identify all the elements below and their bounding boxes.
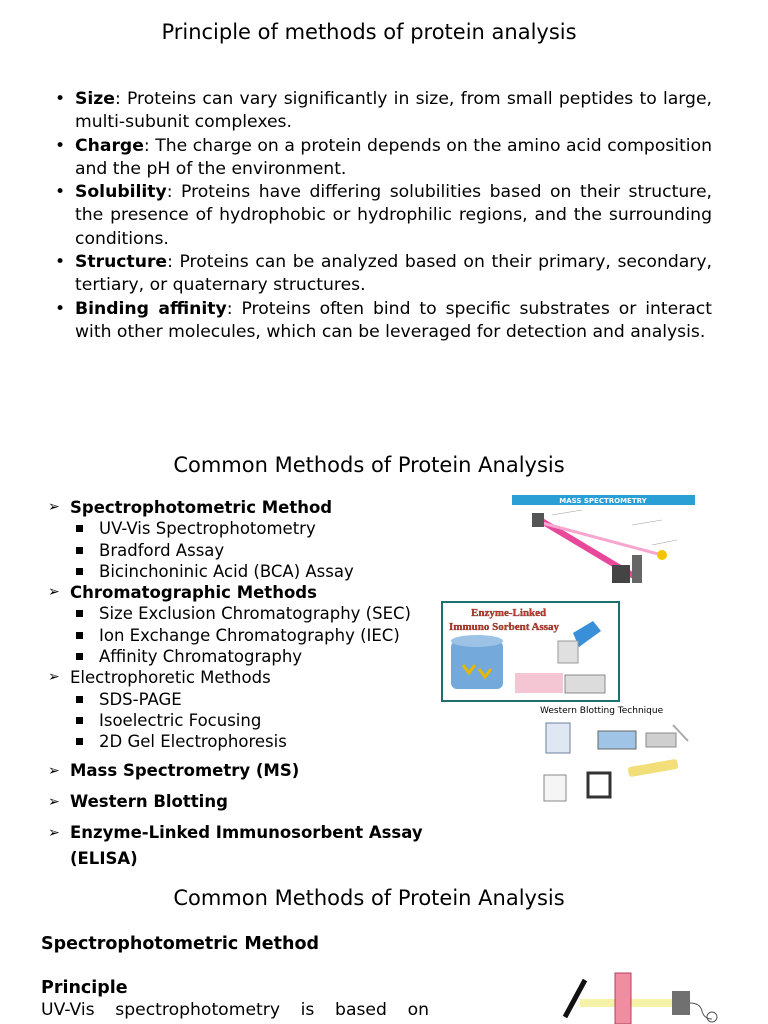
well-beaker (451, 641, 503, 689)
arrow-icon: ➢ (48, 762, 60, 779)
methods-list (48, 497, 488, 872)
square-bullet-icon (76, 568, 83, 575)
principles-list (52, 88, 712, 344)
method-electrophoretic: ➢ Electrophoretic Methods SDS-PAGE Isoelectric Focusing 2D Gel Electrophoresis (48, 667, 488, 752)
microplate (515, 673, 563, 693)
elisa-title-line2: Immuno Sorbent Assay (449, 621, 560, 633)
submethod-item: SDS-PAGE (70, 689, 488, 710)
transfer-apparatus (598, 731, 636, 749)
submethod-item: Affinity Chromatography (70, 646, 488, 667)
western-blotting-figure (528, 703, 698, 808)
well-top (451, 635, 503, 647)
mass-spec-figure-title: MASS SPECTROMETRY (559, 497, 647, 505)
sample-dot (657, 550, 667, 560)
label-leader (552, 510, 582, 515)
membrane-tray (646, 733, 676, 747)
uv-vis-figure (560, 965, 730, 1024)
principle-text: UV-Vis spectrophotometry is based on (41, 1000, 429, 1020)
section2-title: Common Methods of Protein Analysis (173, 453, 565, 477)
ion-beam-secondary (542, 523, 662, 555)
arrow-icon: ➢ (48, 584, 60, 601)
western-blot-figure-title: Western Blotting Technique (540, 706, 664, 716)
submethod-item: Bicinchoninic Acid (BCA) Assay (70, 561, 488, 582)
principle-item-solubility: • Solubility: Proteins have differing solubilities based on their structure, the presence of hydrophobic or hydrophilic regions, and the surrounding conditions. (55, 182, 712, 249)
detector-cable (690, 1003, 712, 1019)
spectrophotometric-heading: Spectrophotometric Method (41, 934, 320, 954)
magnet-block (612, 565, 630, 583)
film-frame (588, 773, 610, 797)
arrow-icon: ➢ (48, 793, 60, 810)
ion-source (532, 513, 544, 527)
detection-tube (628, 759, 679, 778)
readout-icon (707, 1012, 717, 1022)
square-bullet-icon (76, 653, 83, 660)
square-bullet-icon (76, 547, 83, 554)
submethod-item: Bradford Assay (70, 540, 488, 561)
plate-reader (565, 675, 605, 693)
method-mass-spectrometry: ➢ Mass Spectrometry (MS) (48, 758, 488, 784)
square-bullet-icon (76, 717, 83, 724)
arrow-icon: ➢ (48, 499, 60, 515)
section3-title: Common Methods of Protein Analysis (173, 886, 565, 910)
detector-block (632, 555, 642, 583)
label-leader (652, 540, 677, 545)
submethod-item: 2D Gel Electrophoresis (70, 731, 488, 752)
method-spectrophotometric: ➢ Spectrophotometric Method UV-Vis Spectrophotometry Bradford Assay Bicinchoninic Acid (BCA) Assay (48, 497, 488, 582)
principle-item-charge: • Charge: The charge on a protein depends on the amino acid composition and the pH of the environment. (55, 135, 712, 179)
elisa-figure (441, 601, 620, 702)
submethod-item: Size Exclusion Chromatography (SEC) (70, 603, 488, 624)
square-bullet-icon (76, 610, 83, 617)
square-bullet-icon (76, 632, 83, 639)
section1-title: Principle of methods of protein analysis (161, 20, 577, 44)
method-elisa: ➢ Enzyme-Linked Immunosorbent Assay (ELISA) (48, 820, 488, 872)
principle-heading: Principle (41, 978, 128, 998)
blot-sheet (544, 775, 566, 801)
method-western-blotting: ➢ Western Blotting (48, 789, 488, 815)
principle-item-binding-affinity: • Binding affinity: Proteins often bind to specific substrates or interact with other molecules, which can be leveraged for detection and analysis. (55, 298, 712, 342)
submethod-item: Ion Exchange Chromatography (IEC) (70, 625, 488, 646)
mass-spectrometry-figure (512, 495, 695, 595)
square-bullet-icon (76, 696, 83, 703)
square-bullet-icon (76, 738, 83, 745)
gel (546, 723, 570, 753)
square-bullet-icon (76, 525, 83, 532)
elisa-illustration (443, 603, 618, 700)
submethod-item: Isoelectric Focusing (70, 710, 488, 731)
principle-item-structure: • Structure: Proteins can be analyzed based on their primary, secondary, tertiary, or quaternary structures. (55, 252, 712, 296)
method-chromatographic: ➢ Chromatographic Methods Size Exclusion Chromatography (SEC) Ion Exchange Chromatography (IEC) Affinity Chromatography (48, 582, 488, 667)
arrow-icon: ➢ (48, 669, 60, 686)
principle-item-size: • Size: Proteins can vary significantly in size, from small peptides to large, multi-subunit complexes. (55, 89, 712, 133)
submethod-item: UV-Vis Spectrophotometry (70, 518, 488, 539)
elisa-title-line1: Enzyme-Linked (471, 607, 547, 619)
label-leader (632, 520, 662, 525)
detector (672, 991, 690, 1015)
pipette-body (558, 641, 578, 663)
cuvette (615, 973, 631, 1024)
light-source-prism (565, 980, 585, 1017)
arrow-icon: ➢ (48, 824, 60, 841)
